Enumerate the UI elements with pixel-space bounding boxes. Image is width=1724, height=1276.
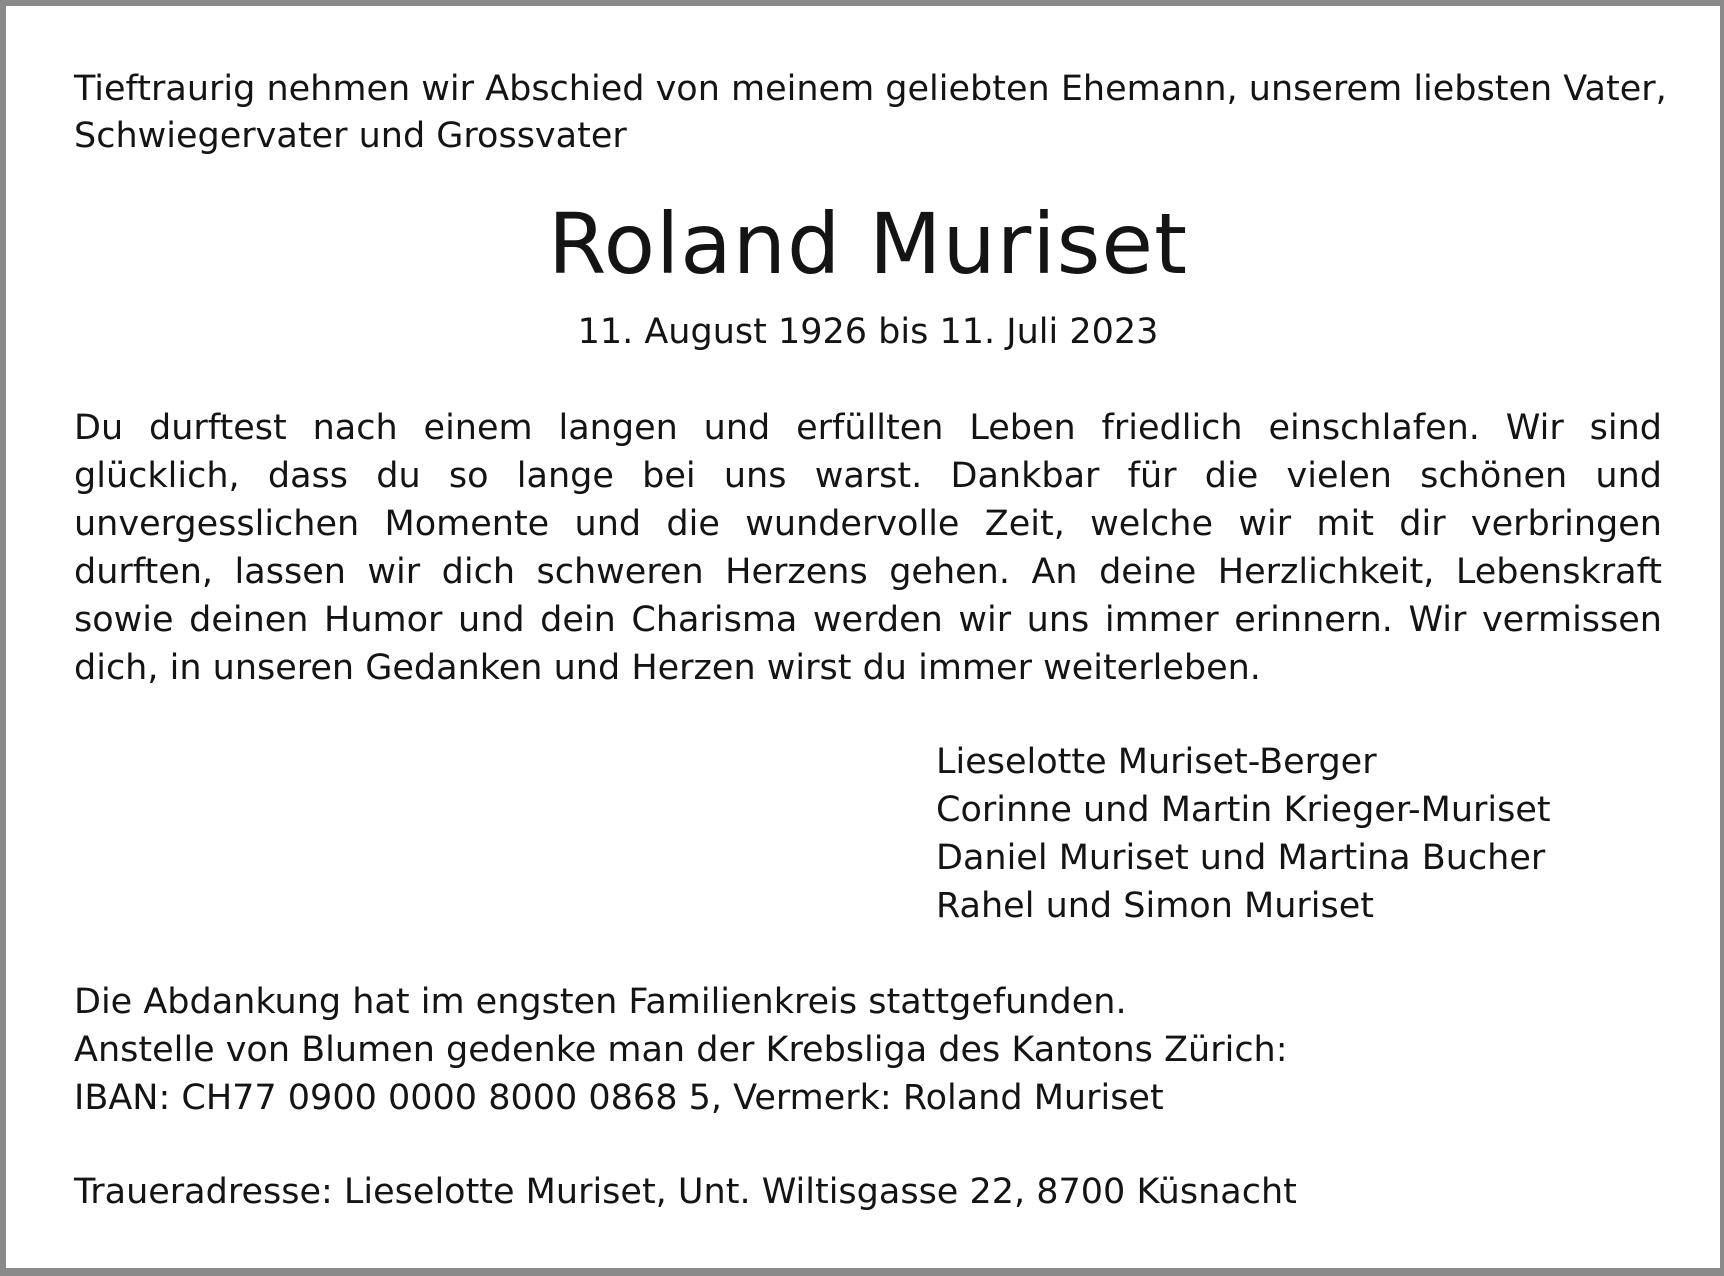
life-dates: 11. August 1926 bis 11. Juli 2023	[577, 312, 1159, 352]
signatory: Corinne und Martin Krieger-Muriset	[936, 790, 1551, 830]
signatory: Rahel und Simon Muriset	[936, 886, 1375, 926]
ceremony-note: Die Abdankung hat im engsten Familienkreis stattgefunden.	[74, 982, 1127, 1022]
funeral-notice	[74, 978, 1288, 1122]
intro-text: Tieftraurig nehmen wir Abschied von meinem geliebten Ehemann, unserem liebsten Vater, Schwiegervater und Grossvater	[74, 69, 1667, 156]
signatories-list	[936, 738, 1551, 930]
deceased-name: Roland Muriset	[547, 195, 1189, 293]
memorial-message: Du durftest nach einem langen und erfüllten Leben friedlich einschlafen. Wir sind glücklich, dass du so lange bei uns warst. Dankbar für die vielen schönen und unvergesslichen Momente und die wundervolle Zeit, welche wir mit dir verbringen durften, lassen wir dich schweren Herzens gehen. An deine Herzlichkeit, Lebenskraft sowie deinen Humor und dein Charisma werden wir uns immer erinnern. Wir vermissen dich, in unseren Gedanken und Herzen wirst du immer weiterleben.	[74, 408, 1662, 688]
mourning-address: Traueradresse: Lieselotte Muriset, Unt. Wiltisgasse 22, 8700 Küsnacht	[74, 1172, 1297, 1212]
signatory: Lieselotte Muriset-Berger	[936, 742, 1377, 782]
iban-line: IBAN: CH77 0900 0000 8000 0868 5, Vermerk: Roland Muriset	[74, 1078, 1164, 1118]
signatory: Daniel Muriset und Martina Bucher	[936, 838, 1546, 878]
donation-note: Anstelle von Blumen gedenke man der Krebsliga des Kantons Zürich:	[74, 1030, 1288, 1070]
